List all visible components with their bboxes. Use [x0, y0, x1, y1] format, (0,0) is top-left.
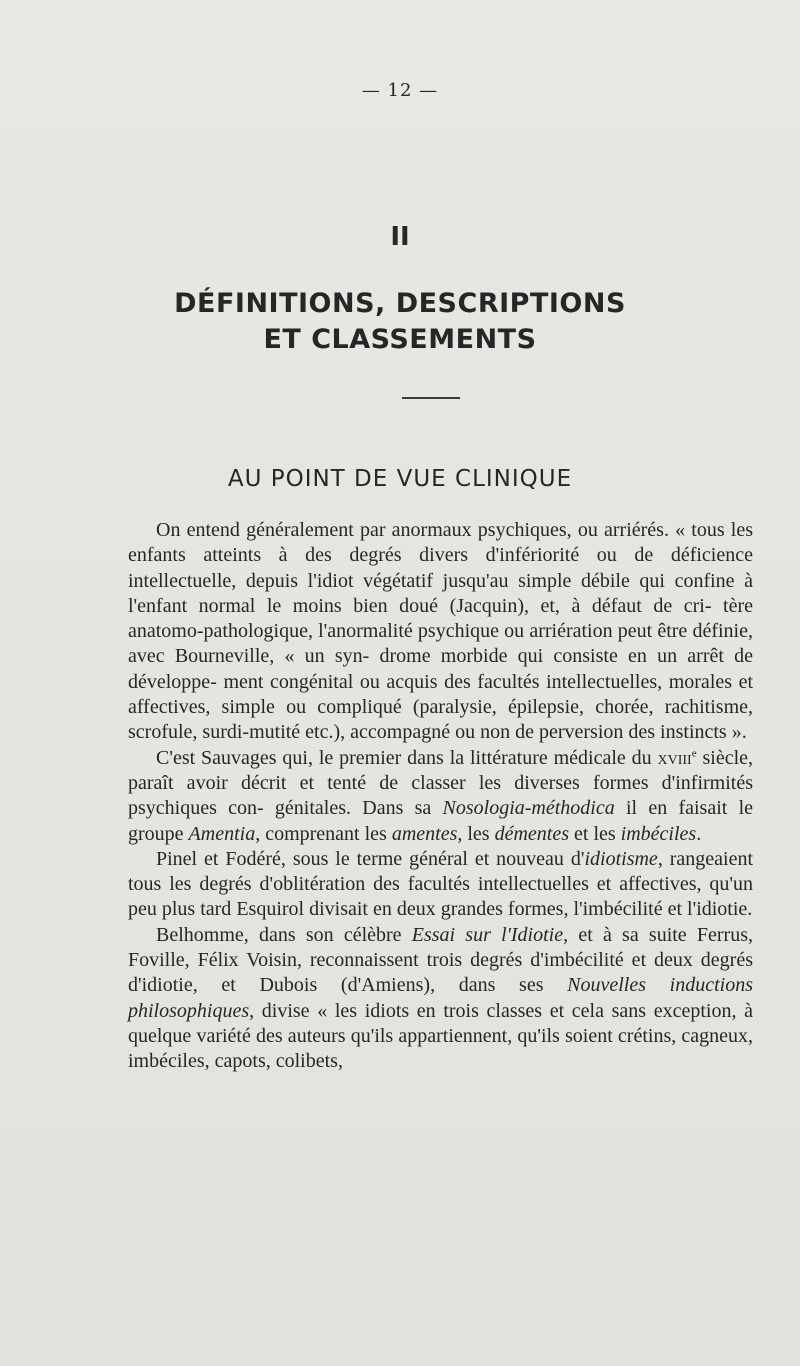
text-line: Esquirol divisait en deux grandes formes, l'imbécilité et: [236, 898, 683, 921]
text-run: d': [570, 847, 585, 870]
text-line: classer les diverses formes d'infirmités psychiques con-: [128, 771, 754, 820]
text-line: degrés d'imbécilité et deux degrés d'idiotie, et Dubois: [128, 949, 753, 997]
section-subtitle: AU POINT DE VUE CLINIQUE: [227, 466, 573, 492]
text-line: arriération peut être définie, avec Bourneville, « un syn-: [128, 620, 753, 668]
text-line: à quelque variété des auteurs qu'ils appartiennent, qu'ils: [128, 999, 754, 1047]
text-line: soient crétins, cagneux, imbéciles, capots, colibets,: [128, 1024, 754, 1073]
text-line: On entend généralement par anormaux psychiques, ou: [156, 519, 598, 541]
text-line: d'infériorité ou de déficience intellectuelle, depuis l'idiot: [128, 544, 753, 592]
chapter-title-line-1: DÉFINITIONS, DESCRIPTIONS: [174, 288, 626, 319]
book-title: Essai sur l'Idiotie: [411, 923, 564, 946]
text-line: tère anatomo-pathologique, l'anormalité psychique ou: [128, 594, 754, 643]
page-number: — 12 —: [361, 80, 439, 101]
paragraph-4: [128, 923, 753, 1075]
term: idiotisme: [584, 847, 658, 870]
text-run: Belhomme, dans son célèbre: [156, 923, 412, 946]
term: démentes: [494, 822, 570, 845]
text-run: , comprenant les: [255, 822, 392, 845]
text-run: , rangeaient tous les degrés d'oblitération des: [128, 847, 754, 896]
text-line: arriérés. « tous les enfants atteints à des degrés divers: [128, 519, 754, 567]
text-run: .: [696, 822, 702, 845]
term: imbéciles: [620, 822, 697, 845]
text-run: médicale du: [553, 746, 658, 769]
text-line: accompagné ou non de perversion des instincts ».: [350, 721, 747, 744]
body-text: [128, 518, 753, 1075]
paragraph-1: [128, 518, 753, 746]
paragraph-2: [128, 746, 753, 847]
text-line: l'idiotie.: [687, 898, 753, 921]
text-line: divise « les idiots en trois classes et cela sans exception,: [261, 999, 737, 1022]
text-run: , et à sa: [563, 923, 639, 946]
text-run: (d'Amiens), dans ses: [340, 974, 568, 997]
text-line: épilepsie, chorée, rachitisme, scrofule, surdi-mutité etc.),: [128, 696, 753, 744]
text-line: suite Ferrus, Foville, Félix Voisin, reconnaissent trois: [128, 923, 753, 972]
text-run: génitales. Dans sa: [274, 797, 443, 820]
century-numeral: xviii: [657, 746, 692, 769]
book-title: Nouvelles inductions philosophiques: [128, 974, 754, 1022]
text-line: morales et affectives, simple ou compliqué (paralysie,: [128, 670, 754, 719]
ordinal-suffix: e: [691, 747, 697, 760]
term: amentes: [391, 822, 458, 845]
text-line: C'est Sauvages qui, le premier dans la littérature: [156, 746, 548, 769]
text-line: drome morbide qui consiste en un arrêt de développe-: [128, 645, 754, 693]
text-run: groupe: [128, 822, 189, 845]
paragraph-3: [128, 847, 753, 923]
text-line: ment congénital ou acquis des facultés intellectuelles,: [223, 670, 663, 693]
chapter-title-line-2: ET CLASSEMENTS: [263, 324, 537, 355]
book-title: Nosologia-méthodica: [442, 797, 615, 820]
text-run: il en faisait le: [614, 797, 754, 820]
section-numeral: II: [390, 222, 410, 252]
text-run: , les: [457, 822, 495, 845]
text-run: siècle, paraît avoir décrit et tenté de: [128, 746, 754, 794]
chapter-title: [0, 286, 800, 358]
text-run: ,: [249, 999, 255, 1022]
section-divider: [402, 397, 460, 399]
term: Amentia: [188, 822, 256, 845]
text-line: végétatif jusqu'au simple débile qui confine à l'enfant: [128, 569, 754, 617]
text-line: normal le moins bien doué (Jacquin), et, à défaut de cri-: [198, 594, 712, 617]
text-run: et les: [574, 822, 621, 845]
text-line: Pinel et Fodéré, sous le terme général et nouveau: [156, 847, 564, 870]
text-line: facultés intellectuelles et affectives, qu'un peu plus tard: [128, 873, 753, 921]
